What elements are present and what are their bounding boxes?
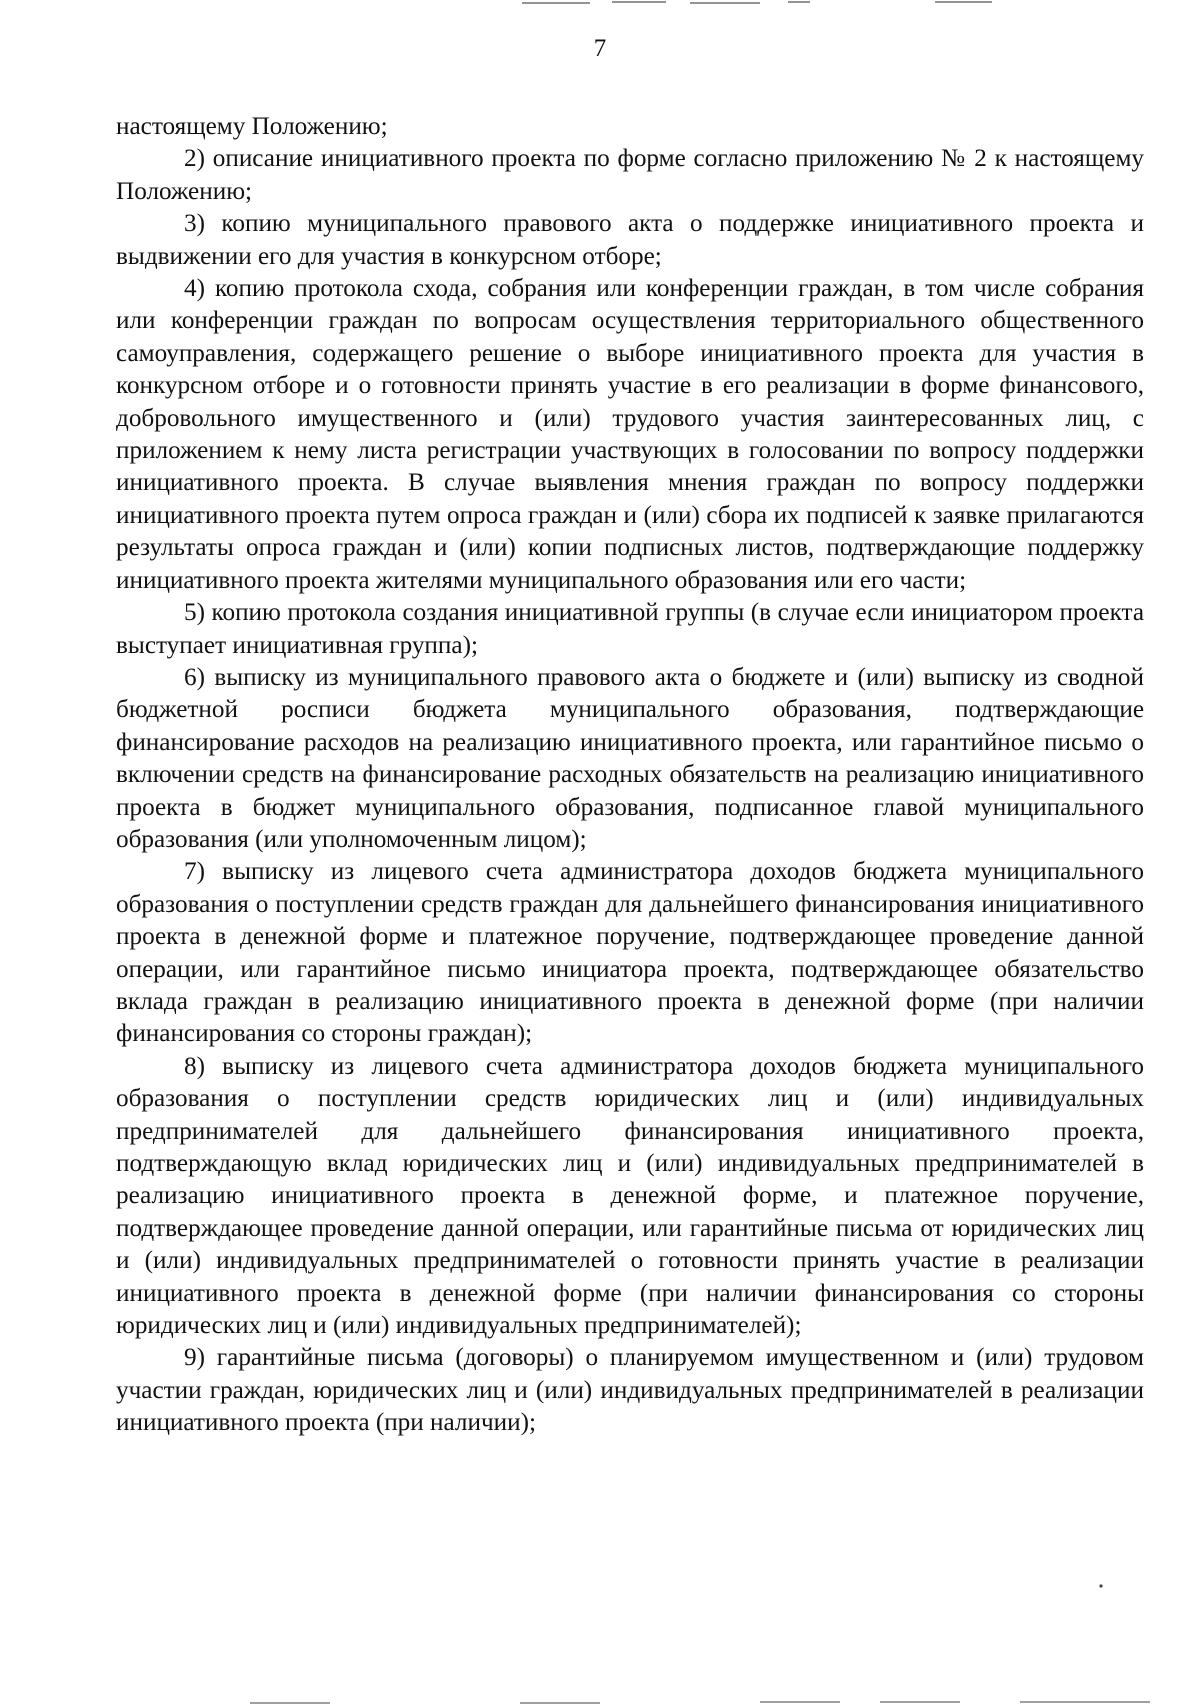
paragraph-continuation: настоящему Положению; (116, 113, 388, 140)
list-item-8: 8) выписку из лицевого счета администратора доходов бюджета муниципального образования о поступлении средств юридических лиц и (или) индивидуальных предпринимателей для дальнейшего финансирования инициативного проекта, подтверждающую вклад юридических лиц и (или) индивидуальных предпринимателей в реализацию инициативного проекта в денежной форме, и платежное поручение, подтверждающее проведение данной операции, или гарантийные письма от юридических лиц и (или) индивидуальных предпринимателей о готовности принять участие в реализации инициативного проекта в денежной форме (при наличии финансирования со стороны юридических лиц и (или) индивидуальных предпринимателей); (116, 1052, 1144, 1340)
scan-speck (1099, 1584, 1102, 1587)
list-item-7: 7) выписку из лицевого счета администратора доходов бюджета муниципального образования о поступлении средств граждан для дальнейшего финансирования инициативного проекта в денежной форме и платежное поручение, подтверждающее проведение данной операции, или гарантийное письмо инициатора проекта, подтверждающее обязательство вклада граждан в реализацию инициативного проекта в денежной форме (при наличии финансирования со стороны граждан); (116, 858, 1144, 1048)
list-item-3: 3) копию муниципального правового акта о поддержке инициативного проекта и выдвижении его для участия в конкурсном отборе; (116, 210, 1144, 270)
bottom-scan-marks (250, 1702, 1150, 1703)
list-item-9: 9) гарантийные письма (договоры) о планируемом имущественном и (или) трудовом участии граждан, юридических лиц и (или) индивидуальных предпринимателей в реализации инициативного проекта (при наличии); (116, 1344, 1144, 1437)
list-item-4: 4) копию протокола схода, собрания или конференции граждан, в том числе собрания или конференции граждан по вопросам осуществления территориального общественного самоуправления, содержащего решение о выборе инициативного проекта для участия в конкурсном отборе и о готовности принять участие в его реализации в форме финансового, добровольного имущественного и (или) трудового участия заинтересованных лиц, с приложением к нему листа регистрации участвующих в голосовании по вопросу поддержки инициативного проекта. В случае выявления мнения граждан по вопросу поддержки инициативного проекта путем опроса граждан и (или) сбора их подписей к заявке прилагаются результаты опроса граждан и (или) копии подписных листов, подтверждающие поддержку инициативного проекта жителями муниципального образования или его части; (116, 275, 1144, 594)
top-scan-marks (522, 2, 992, 3)
list-item-2: 2) описание инициативного проекта по форме согласно приложению № 2 к настоящему Положению; (116, 145, 1144, 205)
page-number: 7 (593, 35, 607, 62)
document-body (116, 111, 1144, 1440)
list-item-6: 6) выписку из муниципального правового акта о бюджете и (или) выписку из сводной бюджетной росписи бюджета муниципального образования, подтверждающие финансирование расходов на реализацию инициативного проекта, или гарантийное письмо о включении средств на финансирование расходных обязательств на реализацию инициативного проекта в бюджет муниципального образования, подписанное главой муниципального образования (или уполномоченным лицом); (116, 663, 1144, 853)
list-item-5: 5) копию протокола создания инициативной группы (в случае если инициатором проекта выступает инициативная группа); (116, 599, 1144, 659)
